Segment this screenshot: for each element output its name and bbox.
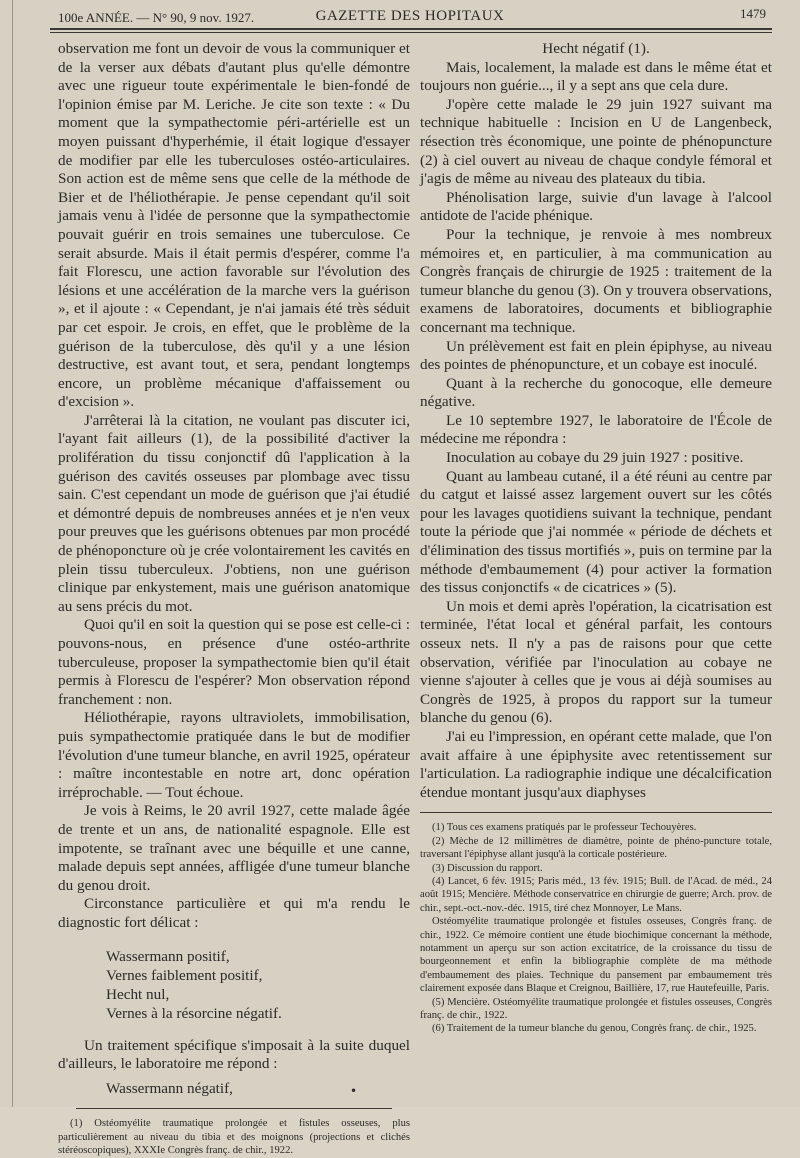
footnote: (1) Tous ces examens pratiqués par le professeur Techouyères. [432, 822, 697, 834]
footnote-rule [420, 812, 772, 813]
right-footnotes [420, 821, 772, 1036]
footnote: (4) Lancet, 6 fév. 1915; Paris méd., 13 fév. 1915; Bull. de l'Acad. de méd., 24 août 1915; Mencière. Méthode conservatrice en chirurgie de guerre; Arch. prov. de chir., sept.-oct.-nov.-déc. 1915, tiré chez Monnoyer, Le Mans. [420, 875, 772, 914]
paragraph: Un prélèvement est fait en plein épiphyse, au niveau des pointes de phénopuncture, et un cobaye est inoculé. [420, 337, 772, 374]
paragraph: Wassermann négatif, [106, 1079, 233, 1097]
paragraph: Circonstance particulière et qui m'a rendu le diagnostic fort délicat : [58, 895, 410, 931]
paragraph: Hecht négatif (1). [542, 40, 650, 57]
list-item: Vernes à la résorcine négatif. [106, 1004, 282, 1022]
footnote: Ostéomyélite traumatique prolongée et fistules osseuses, Congrès franç. de chir., 1922. Ce mémoire contient une étude biochimique concernant la méthode, notamment un aperçu sur son action excitatrice, de la croissance du tissu de bourgeonnement et enfin la bibliographie complète de ma méthode d'embaumement des plaies. Technique du pansement par embaumement très clairement exposée dans Blaque et Creignou, Baillière, 17, rue Hautefeuille, Paris. [420, 916, 772, 995]
lab-results-list [106, 947, 410, 1023]
paragraph: observation me font un devoir de vous la communiquer et de la verser aux débats d'autant plus qu'elle démontre avec une rigueur toute expérimentale le bien-fondé de l'opinion émise par M. Leriche. Je cite son texte : « Du moment que la sympathectomie péri-artérielle est un moyen puissant d'hyperhémie, il était logique d'essayer de modifier par elle les tuberculoses ostéo-articulaires. Son action est de même sens que celle de la méthode de Bier et de l'héliothérapie. Je pense cependant qu'il soit jamais venu à l'idée de personne que la sympathectomie pouvait guérir en trois semaines une tuberculose. Ce serait absurde. Mais il était permis d'espérer, comme l'a fait Florescu, une action favorable sur l'évolution des lésions et une accélération de la marche vers la guérison », et il ajoute : « Cependant, je n'ai jamais été très séduit par cet espoir. Je crois, en effet, que le problème de la guérison de la tuberculose, dès qu'il y a une lésion destructive, est avant tout, et sera, pendant longtemps encore, un problème mécanique d'affaissement ou d'excision ». [58, 40, 410, 411]
paragraph: Quant à la recherche du gonocoque, elle demeure négative. [420, 374, 772, 411]
page-header [48, 6, 772, 28]
paragraph: Mais, localement, la malade est dans le même état et toujours non guérie..., il y a sept ans que cela dure. [420, 58, 772, 95]
paragraph: J'arrêterai là la citation, ne voulant pas discuter ici, l'ayant fait ailleurs (1), de la possibilité d'activer la prolifération du tissu conjonctif dû l'application à la guérison des cavités osseuses par plombage avec tissu sain. C'est cependant un mode de guérison que j'ai étudié et démontré depuis de nombreuses années et je n'en veux pour preuves que les guérisons obtenues par mon procédé de phénoponcture où je crée volontairement les cavités en plein tissu tuberculeux. J'obtiens, non une guérison clinique par enkystement, mais une guérison anatomique au sens précis du mot. [58, 411, 410, 615]
list-item: Vernes faiblement positif, [106, 966, 263, 984]
header-page-number: 1479 [740, 6, 766, 21]
paragraph: Phénolisation large, suivie d'un lavage à l'alcool antidote de l'acide phénique. [420, 188, 772, 225]
footnote: (5) Mencière. Ostéomyélite traumatique prolongée et fistules osseuses, Congrès franç. de chir., 1922. [420, 996, 772, 1022]
paragraph: Inoculation au cobaye du 29 juin 1927 : positive. [446, 449, 744, 467]
paragraph: Héliothérapie, rayons ultraviolets, immobilisation, puis sympathectomie pratiquée dans le but de modifier l'évolution d'une tumeur blanche, en avril 1925, opérateur : maître incontestable en notre art, donc opération irréprochable. — Tout échoue. [58, 709, 410, 801]
paragraph: Quoi qu'il en soit la question qui se pose est celle-ci : pouvons-nous, en présence d'une ostéo-arthrite tuberculeuse, proposer la sympathectomie bien qu'il était permis à Florescu de l'espérer? Mon observation répond franchement : non. [58, 616, 410, 708]
paragraph: Pour la technique, je renvoie à mes nombreux mémoires et, en particulier, à ma communication au Congrès français de chirurgie de 1925 : traitement de la tumeur blanche du genou (3). On y trouvera observations, examens de laboratoires, documents et bibliographie concernant ma technique. [420, 225, 772, 336]
header-rule [50, 28, 772, 30]
paragraph: Je vois à Reims, le 20 avril 1927, cette malade âgée de trente et un ans, de nationalité espagnole. Elle est impotente, se traînant avec une béquille et une canne, malade depuis sept années, affligée d'une tumeur blanche du genou droit. [58, 802, 410, 894]
footnote: (1) Ostéomyélite traumatique prolongée et fistules osseuses, plus particulièrement au niveau du tibia et des moignons (projections et clichés stéréoscopiques), XXXIe Congrès franç. de chir., 1922. [58, 1118, 410, 1157]
paragraph: J'opère cette malade le 29 juin 1927 suivant ma technique habituelle : Incision en U de Langenbeck, résection très économique, une pointe de phénopuncture (2) à ciel ouvert au niveau de chaque condyle fémoral et j'agis de même au niveau des plateaux du tibia. [420, 95, 772, 188]
paragraph: Le 10 septembre 1927, le laboratoire de l'École de médecine me répondra : [420, 411, 772, 448]
page-edge-line [12, 0, 13, 1107]
list-item: Wassermann positif, [106, 947, 230, 965]
footer-mark: • [350, 1084, 358, 1098]
right-column [420, 40, 772, 1036]
footnote: (2) Mèche de 12 millimètres de diamètre, pointe de phéno-puncture totale, traversant l'épiphyse allant jusqu'à la corticale postérieure. [420, 835, 772, 861]
left-footnotes [58, 1117, 410, 1157]
left-column [58, 40, 410, 1158]
paragraph: Un traitement spécifique s'imposait à la suite duquel d'ailleurs, le laboratoire me répond : [58, 1036, 410, 1073]
paragraph: J'ai eu l'impression, en opérant cette malade, que l'on avait affaire à une épiphysite avec retentissement sur l'articulation. La radiographie indique une décalcification étendue montant jusqu'aux diaphyses [420, 727, 772, 801]
paragraph: Un mois et demi après l'opération, la cicatrisation est terminée, l'état local et général parfait, les contours osseux nets. Il n'y a pas de raisons pour que cette observation, vérifiée par l'inoculation au cobaye ne vienne s'ajouter à celles que je vous ai déjà soumises au Congrès de 1925, à propos du rapport sur la tumeur blanche du genou (6). [420, 597, 772, 727]
header-rule-thin [50, 32, 772, 33]
footnote: (6) Traitement de la tumeur blanche du genou, Congrès franç. de chir., 1925. [432, 1023, 757, 1035]
list-item: Hecht nul, [106, 985, 170, 1003]
paragraph: Quant au lambeau cutané, il a été réuni au centre par du catgut et laissé assez largement ouvert sur les côtés pour les lavages quotidiens suivant la technique, pendant toute la période que j'ai nommée « période de déchets et d'élimination des tissus mortifiés », puis on termine par la méthode d'embaumement (4) pour activer la formation des tissus conjonctifs « de cicatrices » (5). [420, 467, 772, 597]
header-issue: 100e ANNÉE. — N° 90, 9 nov. 1927. [58, 10, 255, 25]
footnote-rule [76, 1108, 393, 1109]
footnote: (3) Discussion du rapport. [432, 862, 543, 874]
header-title: GAZETTE DES HOPITAUX [315, 8, 505, 24]
